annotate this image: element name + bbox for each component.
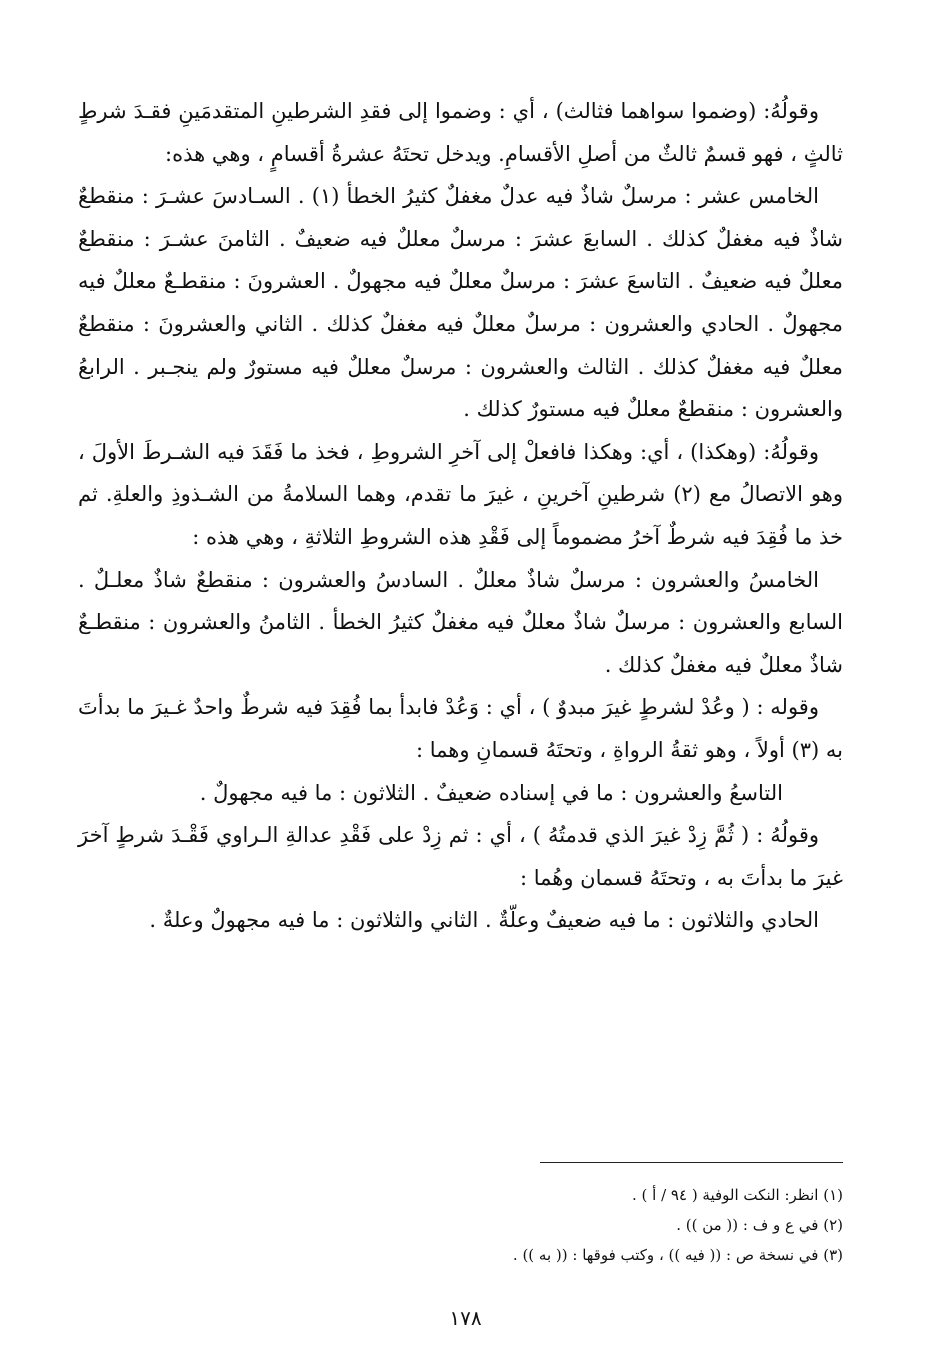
footnotes: [78, 1180, 843, 1270]
paragraph-5: وقوله : ( وعُدْ لشرطٍ غيرَ مبدوٌ ) ، أي : وَعُدْ فابدأ بما فُقِدَ فيه شرطٌ واحدٌ غـيرَ ما بدأتَ به (٣) أولاً ، وهو ثقةُ الرواةِ ، وتحتَهُ قسمانِ وهما :: [78, 695, 843, 762]
paragraph-6: التاسعُ والعشرون : ما في إسناده ضعيفٌ . الثلاثون : ما فيه مجهولٌ .: [199, 780, 783, 805]
footnote-2: (٢) في ع و ف : (( من )) .: [676, 1216, 843, 1234]
paragraph-8: الحادي والثلاثون : ما فيه ضعيفٌ وعلّةٌ . الثاني والثلاثون : ما فيه مجهولٌ وعلةٌ .: [149, 908, 819, 933]
paragraph-3: وقولُهُ: (وهكذا) ، أي: وهكذا فافعلْ إلى آخرِ الشروطِ ، فخذ ما فَقَدَ فيه الشـرطَ الأولَ ، وهو الاتصالُ مع (٢) شرطينِ آخرينِ ، غيرَ ما تقدم، وهما السلامةُ من الشـذوذِ والعلةِ. ثم خذ ما فُقِدَ فيه شرطٌ آخرُ مضموماً إلى فَقْدِ هذه الشروطِ الثلاثةِ ، وهي هذه :: [78, 439, 843, 549]
footnote-separator: [540, 1162, 843, 1163]
paragraph-2: الخامس عشر : مرسلٌ شاذٌ فيه عدلٌ مغفلٌ كثيرُ الخطأ (١) . السـادسَ عشـرَ : منقطعٌ شاذٌ فيه مغفلٌ كذلك . السابعَ عشرَ : مرسلٌ معللٌ فيه ضعيفٌ . الثامنَ عشـرَ : منقطعٌ معللٌ فيه ضعيفٌ . التاسعَ عشرَ : مرسلٌ معللٌ فيه مجهولٌ . العشرونَ : منقطـعٌ معللٌ فيه مجهولٌ . الحادي والعشرون : مرسلٌ معللٌ فيه مغفلٌ كذلك . الثاني والعشرونَ : منقطعٌ معللٌ فيه مغفلٌ كذلك . الثالث والعشرون : مرسلٌ معللٌ فيه مستورٌ ولم ينجـبر . الرابعُ والعشرون : منقطعٌ معللٌ فيه مستورٌ كذلك .: [78, 184, 843, 422]
page-number: ١٧٨: [449, 1306, 482, 1330]
paragraph-1: وقولُهُ: (وضموا سواهما فثالث) ، أي : وضموا إلى فقدِ الشرطينِ المتقدمَينِ فقـدَ شرطٍ ثالثٍ ، فهو قسمٌ ثالثٌ من أصلِ الأقسامِ. ويدخل تحتَهُ عشرةُ أقسامٍ ، وهي هذه:: [78, 99, 843, 166]
footnote-3: (٣) في نسخة ص : (( فيه )) ، وكتب فوقها : (( به )) .: [512, 1246, 843, 1264]
paragraph-4: الخامسُ والعشرون : مرسلٌ شاذٌ معللٌ . السادسُ والعشرون : منقطعٌ شاذٌ معلـلٌ . السابع والعشرون : مرسلٌ شاذٌ معللٌ فيه مغفلٌ كثيرُ الخطأ . الثامنُ والعشرون : منقطـعٌ شاذٌ معللٌ فيه مغفلٌ كذلك .: [78, 567, 843, 677]
paragraph-7: وقولُهُ : ( ثُمَّ زِدْ غيرَ الذي قدمتُهُ ) ، أي : ثم زِدْ على فَقْدِ عدالةِ الـراوي فَقْـدَ شرطٍ آخرَ غيرَ ما بدأتَ به ، وتحتَهُ قسمان وهُما :: [78, 823, 843, 890]
main-text: [78, 90, 843, 942]
footnote-1: (١) انظر: النكت الوفية ( ٩٤ / أ ) .: [632, 1186, 843, 1204]
